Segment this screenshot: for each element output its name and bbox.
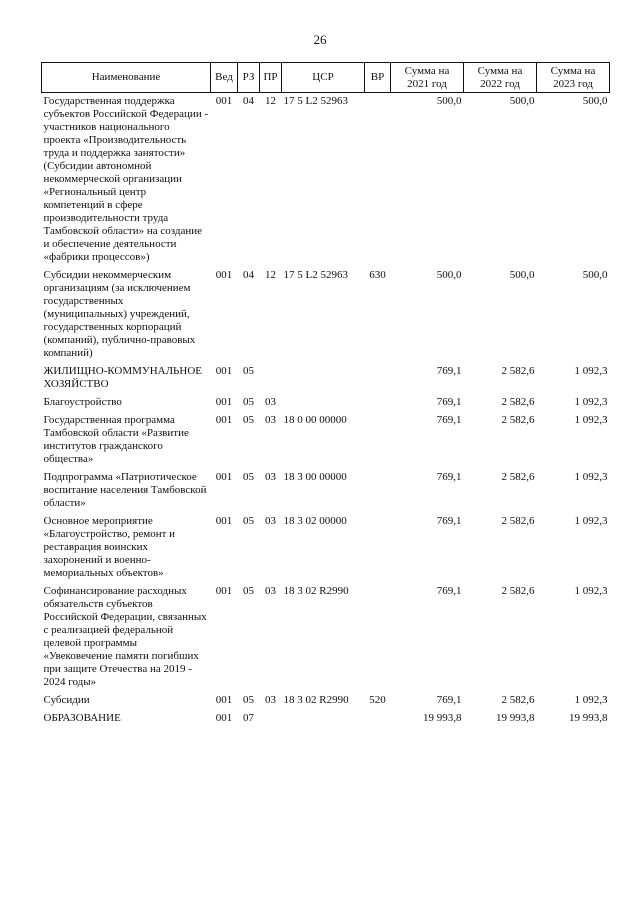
table-row	[42, 583, 610, 692]
row-sum-2023: 500,0	[582, 95, 608, 107]
row-pr: 03	[265, 471, 276, 483]
row-sum-2023: 1 092,3	[574, 694, 608, 706]
row-rz: 05	[243, 515, 254, 527]
row-sum-2023: 1 092,3	[574, 471, 608, 483]
row-name: Благоустройство	[43, 396, 122, 408]
row-sum-2022: 500,0	[509, 269, 535, 281]
row-rz: 07	[243, 712, 254, 724]
row-pr	[260, 710, 282, 728]
row-vr	[365, 93, 391, 268]
row-name: ЖИЛИЩНО-КОММУНАЛЬНОЕ ХОЗЯЙСТВО	[43, 365, 202, 390]
row-ved: 001	[215, 414, 233, 426]
header-pr: ПР	[260, 63, 282, 93]
row-sum-2022: 2 582,6	[501, 365, 535, 377]
row-rz: 05	[243, 585, 254, 597]
table-row	[42, 469, 610, 513]
row-ved: 001	[215, 396, 233, 408]
header-vr: ВР	[365, 63, 391, 93]
table-row	[42, 692, 610, 710]
row-csr: 18 3 00 00000	[283, 471, 347, 483]
table-row	[42, 513, 610, 583]
row-sum-2021: 500,0	[436, 269, 462, 281]
row-rz: 05	[243, 365, 254, 377]
table-header-row	[42, 63, 610, 93]
row-rz: 04	[243, 269, 254, 281]
row-csr: 18 3 02 R2990	[283, 585, 349, 597]
row-sum-2022: 19 993,8	[496, 712, 535, 724]
row-pr: 12	[265, 269, 276, 281]
row-sum-2022: 2 582,6	[501, 396, 535, 408]
table-row	[42, 394, 610, 412]
row-sum-2022: 2 582,6	[501, 414, 535, 426]
budget-table	[41, 62, 610, 728]
row-sum-2023: 500,0	[582, 269, 608, 281]
row-sum-2021: 19 993,8	[423, 712, 462, 724]
row-name: Софинансирование расходных обязательств субъектов Российской Федерации, связанных с реализацией федеральной целевой программы «Увековечение памяти погибших при защите Отечества на 2019 - 2024 годы»	[43, 585, 207, 688]
row-vr: 520	[369, 694, 386, 706]
row-name: ОБРАЗОВАНИЕ	[43, 712, 121, 724]
row-vr: 630	[369, 269, 386, 281]
row-name: Подпрограмма «Патриотическое воспитание населения Тамбовской области»	[43, 471, 207, 509]
row-ved: 001	[215, 585, 233, 597]
row-sum-2021: 769,1	[436, 585, 462, 597]
row-vr	[365, 710, 391, 728]
row-vr	[365, 469, 391, 513]
row-sum-2023: 1 092,3	[574, 515, 608, 527]
row-vr	[365, 394, 391, 412]
row-name: Государственная поддержка субъектов Российской Федерации - участников национального проекта «Производительность труда и поддержка занятости» (Субсидии автономной некоммерческой организации «Региональный центр компетенций в сфере производительности труда Тамбовской области» на создание и обеспечение деятельности «фабрики процессов»)	[43, 95, 209, 263]
row-ved: 001	[215, 712, 233, 724]
row-ved: 001	[215, 269, 233, 281]
row-sum-2023: 19 993,8	[569, 712, 608, 724]
row-vr	[365, 363, 391, 394]
table-row	[42, 412, 610, 469]
row-rz: 05	[243, 396, 254, 408]
row-vr	[365, 412, 391, 469]
header-ved: Вед	[211, 63, 238, 93]
row-sum-2021: 769,1	[436, 471, 462, 483]
page-number: 26	[313, 32, 327, 47]
row-sum-2022: 2 582,6	[501, 585, 535, 597]
header-rz: РЗ	[238, 63, 260, 93]
row-csr	[282, 394, 365, 412]
row-csr: 18 0 00 00000	[283, 414, 347, 426]
row-csr: 17 5 L2 52963	[283, 95, 348, 107]
row-ved: 001	[215, 95, 233, 107]
header-sum-2022: Сумма на 2022 год	[464, 63, 537, 93]
row-name: Субсидии некоммерческим организациям (за исключением государственных (муниципальных) учреждений, государственных корпораций (компаний), публично-правовых компаний)	[43, 269, 196, 359]
row-pr: 03	[265, 694, 276, 706]
row-sum-2021: 769,1	[436, 515, 462, 527]
row-csr	[282, 710, 365, 728]
row-pr: 03	[265, 515, 276, 527]
row-pr	[260, 363, 282, 394]
row-vr	[365, 583, 391, 692]
header-sum-2021: Сумма на 2021 год	[391, 63, 464, 93]
row-rz: 05	[243, 694, 254, 706]
row-csr	[282, 363, 365, 394]
row-sum-2021: 769,1	[436, 694, 462, 706]
row-ved: 001	[215, 471, 233, 483]
row-ved: 001	[215, 365, 233, 377]
row-rz: 05	[243, 414, 254, 426]
row-vr	[365, 513, 391, 583]
row-ved: 001	[215, 694, 233, 706]
table-row	[42, 363, 610, 394]
header-name: Наименование	[42, 63, 211, 93]
row-rz: 04	[243, 95, 254, 107]
row-sum-2021: 769,1	[436, 414, 462, 426]
table-row	[42, 93, 610, 268]
row-sum-2023: 1 092,3	[574, 365, 608, 377]
row-name: Субсидии	[43, 694, 90, 706]
row-sum-2022: 2 582,6	[501, 515, 535, 527]
row-rz: 05	[243, 471, 254, 483]
table-row	[42, 710, 610, 728]
header-csr: ЦСР	[282, 63, 365, 93]
row-pr: 03	[265, 414, 276, 426]
row-csr: 18 3 02 R2990	[283, 694, 349, 706]
row-name: Основное мероприятие «Благоустройство, ремонт и реставрация воинских захоронений и военно-мемориальных объектов»	[43, 515, 176, 579]
row-pr: 12	[265, 95, 276, 107]
row-csr: 18 3 02 00000	[283, 515, 347, 527]
row-sum-2023: 1 092,3	[574, 585, 608, 597]
row-pr: 03	[265, 585, 276, 597]
row-name: Государственная программа Тамбовской области «Развитие институтов гражданского общества»	[43, 414, 189, 465]
row-sum-2022: 2 582,6	[501, 471, 535, 483]
header-sum-2023: Сумма на 2023 год	[537, 63, 610, 93]
row-sum-2021: 769,1	[436, 365, 462, 377]
row-csr: 17 5 L2 52963	[283, 269, 348, 281]
row-sum-2021: 769,1	[436, 396, 462, 408]
row-pr: 03	[265, 396, 276, 408]
table-row	[42, 267, 610, 363]
row-sum-2023: 1 092,3	[574, 396, 608, 408]
row-sum-2022: 2 582,6	[501, 694, 535, 706]
row-sum-2021: 500,0	[436, 95, 462, 107]
row-ved: 001	[215, 515, 233, 527]
row-sum-2023: 1 092,3	[574, 414, 608, 426]
row-sum-2022: 500,0	[509, 95, 535, 107]
